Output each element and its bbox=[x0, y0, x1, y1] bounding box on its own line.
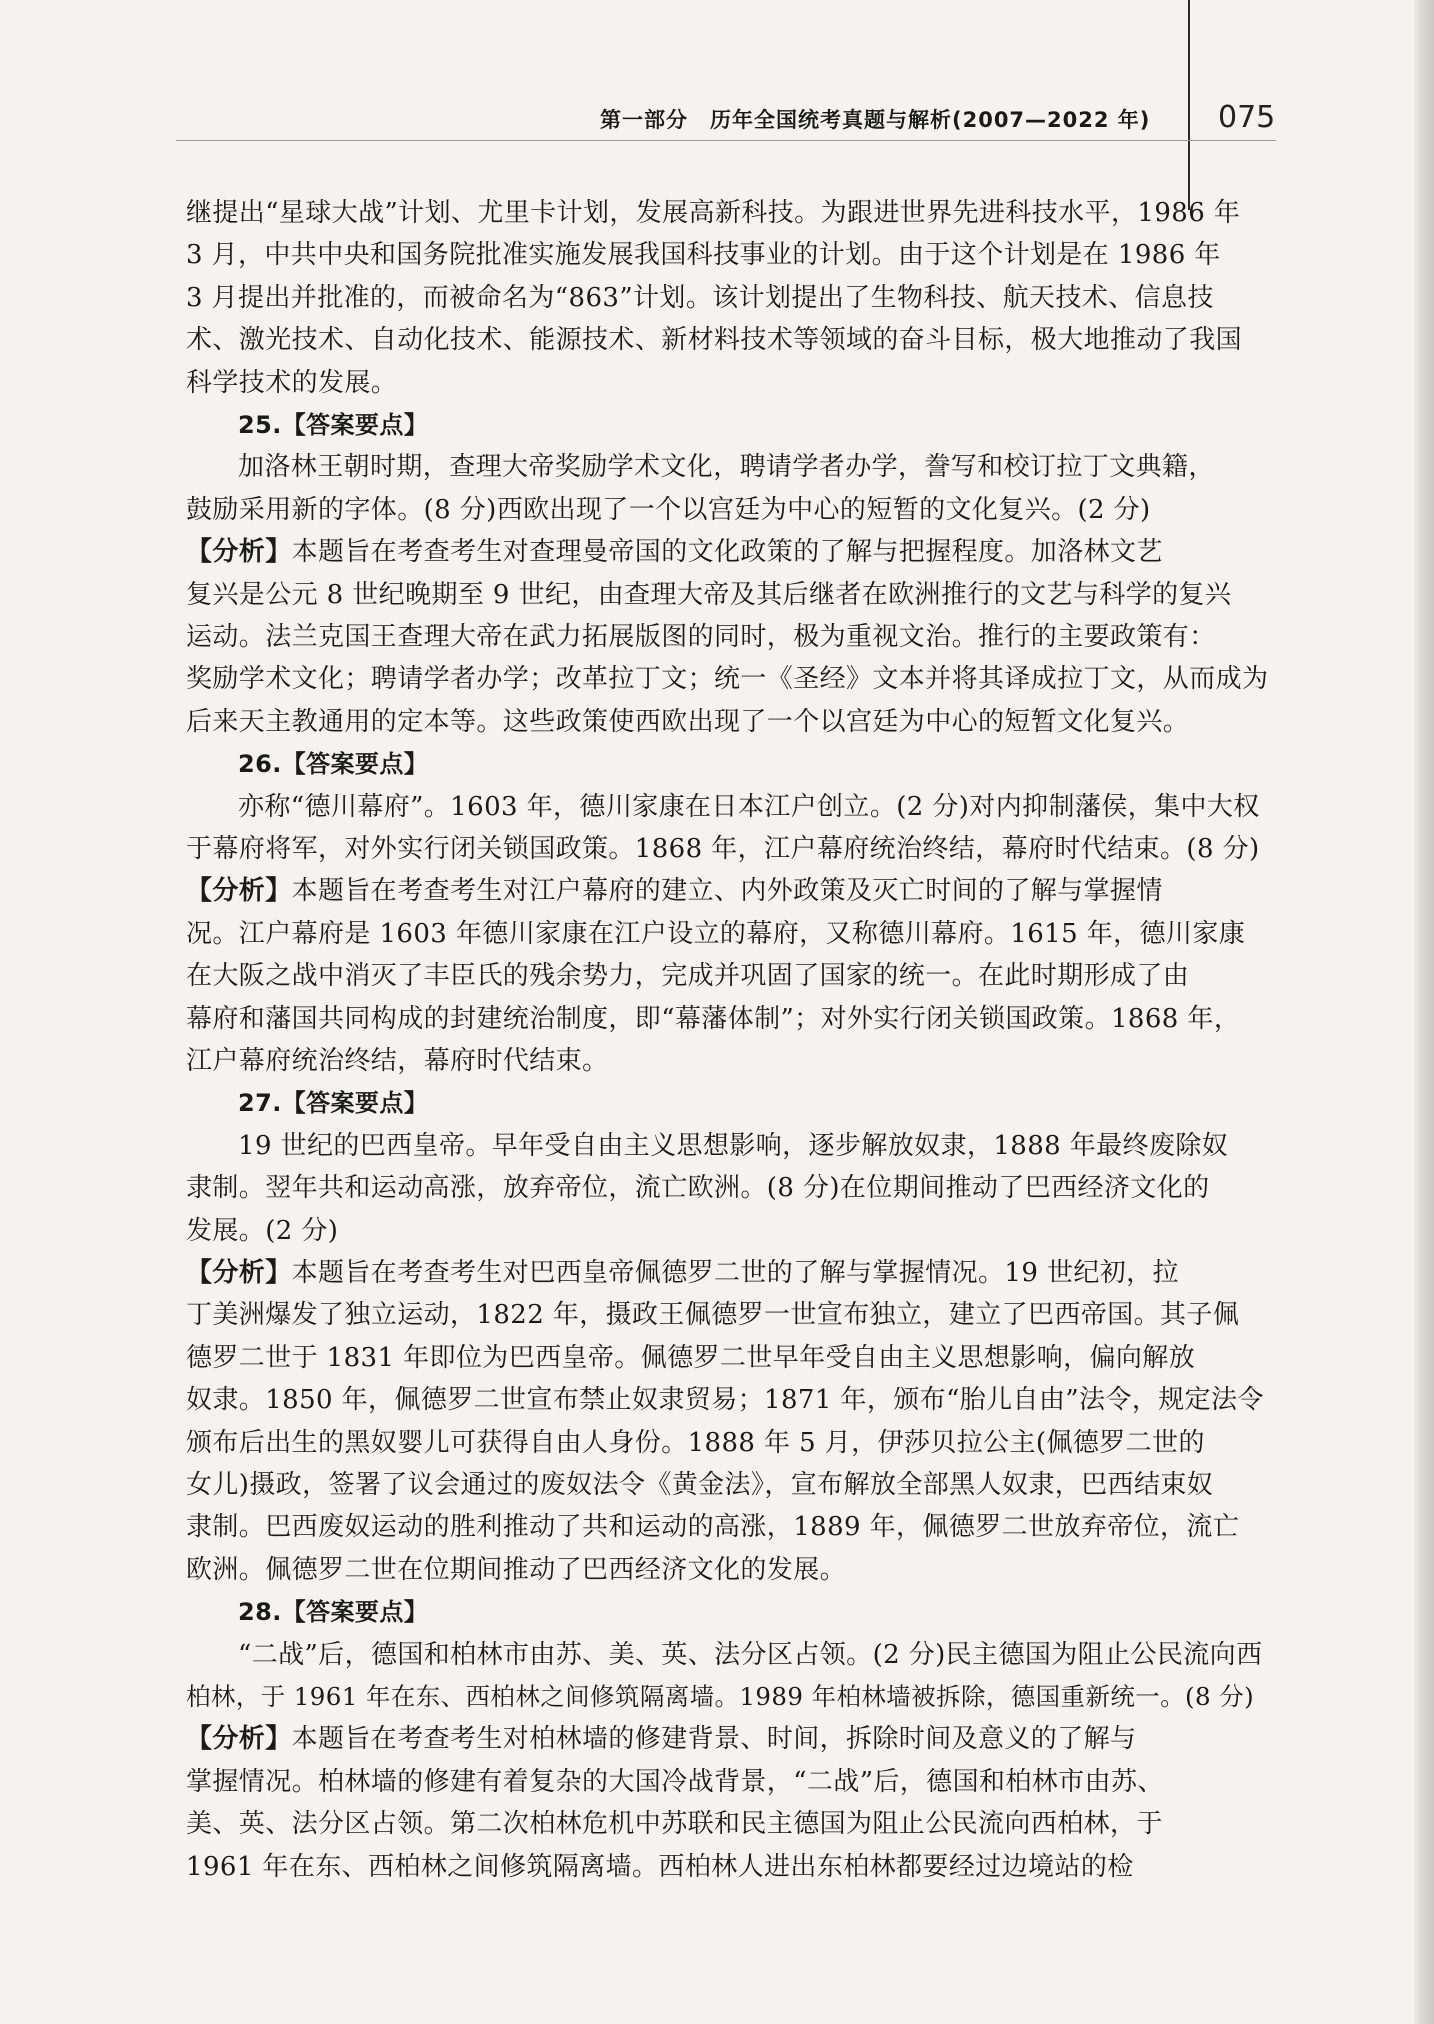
body-text-line: 柏林，于 1961 年在东、西柏林之间修筑隔离墙。1989 年柏林墙被拆除，德国重新统一。(8 分) bbox=[186, 1682, 1255, 1711]
body-text-line: 丁美洲爆发了独立运动，1822 年，摄政王佩德罗一世宣布独立，建立了巴西帝国。其子佩 bbox=[186, 1300, 1240, 1331]
analysis-paragraph-line bbox=[186, 870, 1163, 912]
analysis-text: 本题旨在考查考生对江户幕府的建立、内外政策及灭亡时间的了解与掌握情 bbox=[291, 876, 1163, 907]
analysis-paragraph-line bbox=[186, 1252, 1179, 1294]
body-text-line: 科学技术的发展。 bbox=[186, 367, 398, 398]
analysis-text: 本题旨在考查考生对巴西皇帝佩德罗二世的了解与掌握情况。19 世纪初，拉 bbox=[291, 1258, 1179, 1288]
body-text-line: 欧洲。佩德罗二世在位期间推动了巴西经济文化的发展。 bbox=[186, 1554, 847, 1585]
body-text-line: 美、英、法分区占领。第二次柏林危机中苏联和民主德国为阻止公民流向西柏林，于 bbox=[186, 1809, 1163, 1840]
body-text-line: 德罗二世于 1831 年即位为巴西皇帝。佩德罗二世早年受自由主义思想影响，偏向解放 bbox=[186, 1342, 1196, 1373]
body-text-line: 1961 年在东、西柏林之间修筑隔离墙。西柏林人进出东柏林都要经过边境站的检 bbox=[186, 1851, 1134, 1882]
body-text-line: 发展。(2 分) bbox=[186, 1215, 339, 1246]
body-text-line: 幕府和藩国共同构成的封建统治制度，即“幕藩体制”；对外实行闭关锁国政策。1868 年， bbox=[186, 1003, 1241, 1034]
answer-heading: 26.【答案要点】 bbox=[238, 750, 429, 779]
analysis-label: 【分析】 bbox=[186, 1724, 292, 1755]
body-text-line: 鼓励采用新的字体。(8 分)西欧出现了一个以宫廷为中心的短暂的文化复兴。(2 分) bbox=[186, 494, 1151, 525]
header-rule bbox=[176, 140, 1276, 141]
body-text-line: 况。江户幕府是 1603 年德川家康在江户设立的幕府，又称德川幕府。1615 年，德川家康 bbox=[186, 918, 1246, 949]
body-text-line: 复兴是公元 8 世纪晚期至 9 世纪，由查理大帝及其后继者在欧洲推行的文艺与科学的复兴 bbox=[186, 579, 1232, 610]
body-text-line: 运动。法兰克国王查理大帝在武力拓展版图的同时，极为重视文治。推行的主要政策有： bbox=[186, 622, 1216, 652]
answer-paragraph-line: 19 世纪的巴西皇帝。早年受自由主义思想影响，逐步解放奴隶，1888 年最终废除奴 bbox=[238, 1130, 1229, 1161]
body-text-line: 江户幕府统治终结，幕府时代结束。 bbox=[186, 1046, 609, 1076]
analysis-text: 本题旨在考查考生对查理曼帝国的文化政策的了解与把握程度。加洛林文艺 bbox=[291, 537, 1163, 568]
body-text-line: 女儿)摄政，签署了议会通过的废奴法令《黄金法》，宣布解放全部黑人奴隶，巴西结束奴 bbox=[186, 1470, 1214, 1500]
analysis-paragraph-line bbox=[186, 531, 1163, 573]
answer-paragraph-line: “二战”后，德国和柏林市由苏、美、英、法分区占领。(2 分)民主德国为阻止公民流向西 bbox=[238, 1639, 1263, 1670]
body-text-line: 隶制。翌年共和运动高涨，放弃帝位，流亡欧洲。(8 分)在位期间推动了巴西经济文化的 bbox=[186, 1173, 1210, 1204]
header-title: 第一部分 历年全国统考真题与解析(2007—2022 年) bbox=[600, 108, 1151, 132]
body-text-line: 在大阪之战中消灭了丰臣氏的残余势力，完成并巩固了国家的统一。在此时期形成了由 bbox=[186, 961, 1190, 992]
analysis-paragraph-line bbox=[186, 1718, 1136, 1760]
body-text-line: 掌握情况。柏林墙的修建有着复杂的大国冷战背景，“二战”后，德国和柏林市由苏、 bbox=[186, 1766, 1164, 1797]
page-edge bbox=[1414, 0, 1434, 2024]
body-text-line: 于幕府将军，对外实行闭关锁国政策。1868 年，江户幕府统治终结，幕府时代结束。(8 分) bbox=[186, 834, 1260, 864]
answer-heading: 28.【答案要点】 bbox=[238, 1598, 429, 1627]
answer-paragraph-line: 亦称“德川幕府”。1603 年，德川家康在日本江户创立。(2 分)对内抑制藩侯，集中大权 bbox=[238, 791, 1260, 822]
body-text-line: 继提出“星球大战”计划、尤里卡计划，发展高新科技。为跟进世界先进科技水平，1986 年 bbox=[186, 198, 1241, 228]
body-text-line: 术、激光技术、自动化技术、能源技术、新材料技术等领域的奋斗目标，极大地推动了我国 bbox=[186, 325, 1243, 356]
page-number: 075 bbox=[1218, 100, 1276, 135]
analysis-label: 【分析】 bbox=[186, 1258, 292, 1288]
answer-heading: 27.【答案要点】 bbox=[238, 1089, 429, 1118]
body-text-line: 后来天主教通用的定本等。这些政策使西欧出现了一个以宫廷为中心的短暂文化复兴。 bbox=[186, 706, 1190, 737]
body-text-line: 隶制。巴西废奴运动的胜利推动了共和运动的高涨，1889 年，佩德罗二世放弃帝位，流亡 bbox=[186, 1512, 1240, 1543]
body-text-line: 奴隶。1850 年，佩德罗二世宣布禁止奴隶贸易；1871 年，颁布“胎儿自由”法令，规定法令 bbox=[186, 1385, 1264, 1416]
analysis-label: 【分析】 bbox=[186, 537, 292, 568]
running-header bbox=[600, 100, 1160, 140]
body-text-line: 颁布后出生的黑奴婴儿可获得自由人身份。1888 年 5 月，伊莎贝拉公主(佩德罗二世的 bbox=[186, 1427, 1205, 1458]
binding-edge-line bbox=[1188, 0, 1190, 210]
body-text-line: 奖励学术文化；聘请学者办学；改革拉丁文；统一《圣经》文本并将其译成拉丁文，从而成为 bbox=[186, 664, 1269, 695]
body-text-line: 3 月，中共中央和国务院批准实施发展我国科技事业的计划。由于这个计划是在 1986 年 bbox=[186, 240, 1221, 271]
analysis-text: 本题旨在考查考生对柏林墙的修建背景、时间，拆除时间及意义的了解与 bbox=[291, 1724, 1137, 1755]
answer-paragraph-line: 加洛林王朝时期，查理大帝奖励学术文化，聘请学者办学，誊写和校订拉丁文典籍， bbox=[238, 452, 1215, 483]
analysis-label: 【分析】 bbox=[186, 876, 292, 907]
answer-heading: 25.【答案要点】 bbox=[238, 411, 429, 439]
body-text-line: 3 月提出并批准的，而被命名为“863”计划。该计划提出了生物科技、航天技术、信息技 bbox=[186, 282, 1214, 313]
